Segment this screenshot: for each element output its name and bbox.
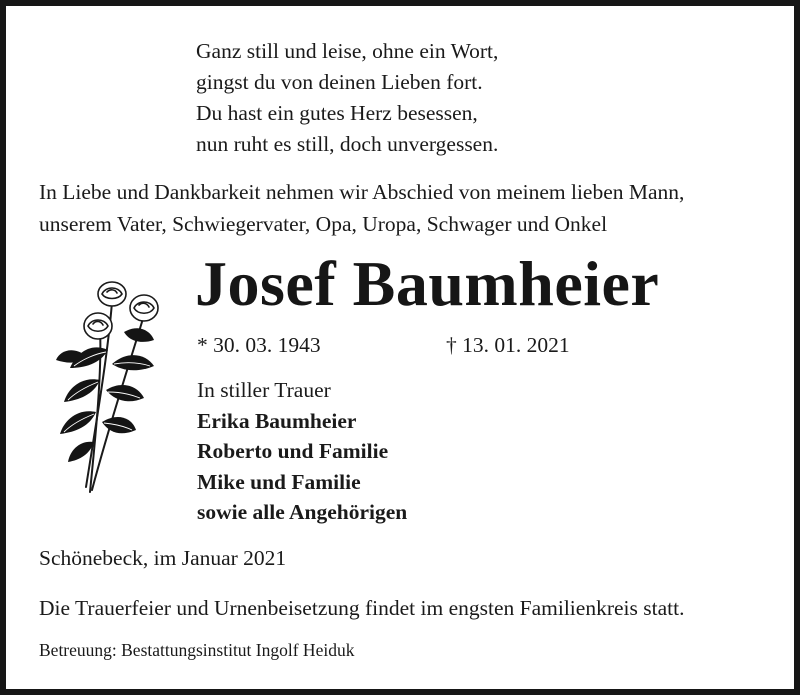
mourning-intro: In stiller Trauer: [197, 378, 331, 402]
funeral-home-credit: Betreuung: Bestattungsinstitut Ingolf Heiduk: [39, 640, 355, 660]
poem-line: Du hast ein gutes Herz besessen,: [196, 101, 478, 125]
farewell-intro: [39, 176, 684, 240]
ceremony-note: Die Trauerfeier und Urnenbeisetzung findet im engsten Familienkreis statt.: [39, 596, 685, 620]
mourner-name: Mike und Familie: [197, 469, 361, 494]
mourner-name: sowie alle Angehörigen: [197, 500, 408, 524]
roses-icon: [50, 272, 170, 497]
intro-line: unserem Vater, Schwiegervater, Opa, Uropa, Schwager und Onkel: [39, 212, 608, 236]
deceased-name: Josef Baumheier: [195, 248, 660, 319]
poem-line: gingst du von deinen Lieben fort.: [196, 70, 483, 94]
intro-line: In Liebe und Dankbarkeit nehmen wir Abschied von meinem lieben Mann,: [39, 180, 685, 204]
poem: [196, 36, 498, 160]
mourner-name: Erika Baumheier: [197, 408, 357, 433]
death-date: † 13. 01. 2021: [446, 333, 570, 357]
poem-line: Ganz still und leise, ohne ein Wort,: [196, 39, 499, 63]
birth-date: * 30. 03. 1943: [197, 333, 321, 357]
mourners-list: [197, 375, 407, 528]
mourner-name: Roberto und Familie: [197, 439, 389, 463]
poem-line: nun ruht es still, doch unvergessen.: [196, 132, 499, 156]
place-date: Schönebeck, im Januar 2021: [39, 546, 287, 570]
